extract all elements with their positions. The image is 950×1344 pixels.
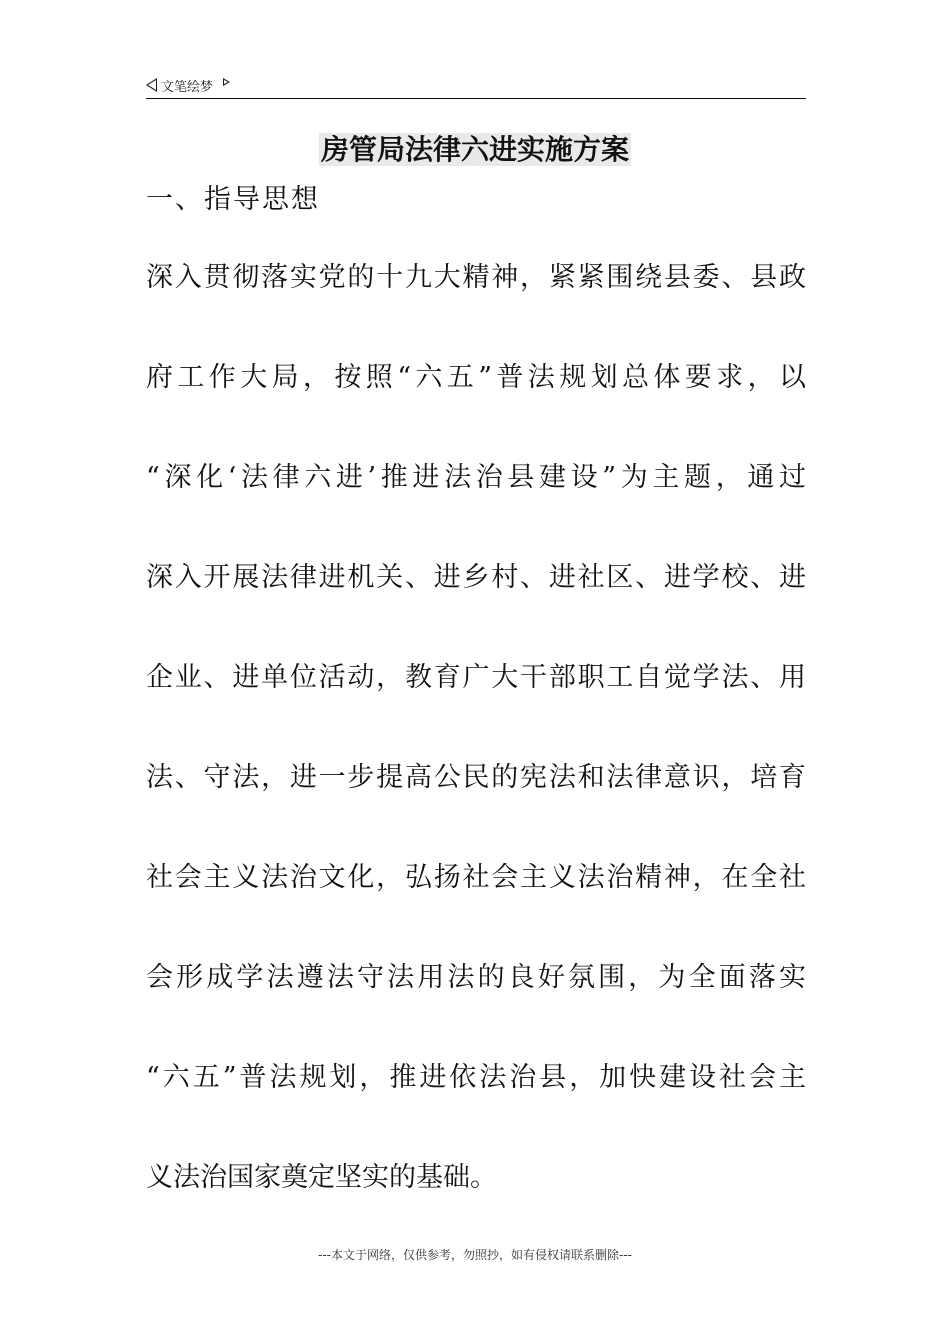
body-line: 府工作大局，按照“六五”普法规划总体要求，以 <box>146 362 806 393</box>
section-heading: 一、指导思想 <box>146 184 320 215</box>
header-text: 文笔绘梦 <box>161 79 214 95</box>
body-line: “六五”普法规划，推进依法治县，加快建设社会主 <box>146 1062 806 1093</box>
body-line: 深入开展法律进机关、进乡村、进社区、进学校、进 <box>146 562 806 593</box>
header-divider <box>146 98 806 99</box>
page-footer: ---本文于网络，仅供参考，勿照抄，如有侵权请联系删除--- <box>318 1248 632 1262</box>
page-header <box>146 74 230 96</box>
triangle-right-icon <box>223 78 230 86</box>
body-line: 法、守法，进一步提高公民的宪法和法律意识，培育 <box>146 762 806 793</box>
document-title <box>0 128 950 172</box>
triangle-left-icon <box>146 78 157 92</box>
body-line: 深入贯彻落实党的十九大精神，紧紧围绕县委、县政 <box>146 262 806 293</box>
document-title-text: 房管局法律六进实施方案 <box>320 133 629 166</box>
body-line: 社会主义法治文化，弘扬社会主义法治精神，在全社 <box>146 862 806 893</box>
body-line: 会形成学法遵法守法用法的良好氛围，为全面落实 <box>146 962 806 993</box>
body-paragraph <box>146 256 806 1256</box>
body-line: “深化‘法律六进’推进法治县建设”为主题，通过 <box>146 462 806 493</box>
body-line: 义法治国家奠定坚实的基础。 <box>146 1162 497 1193</box>
body-line: 企业、进单位活动，教育广大干部职工自觉学法、用 <box>146 662 806 693</box>
